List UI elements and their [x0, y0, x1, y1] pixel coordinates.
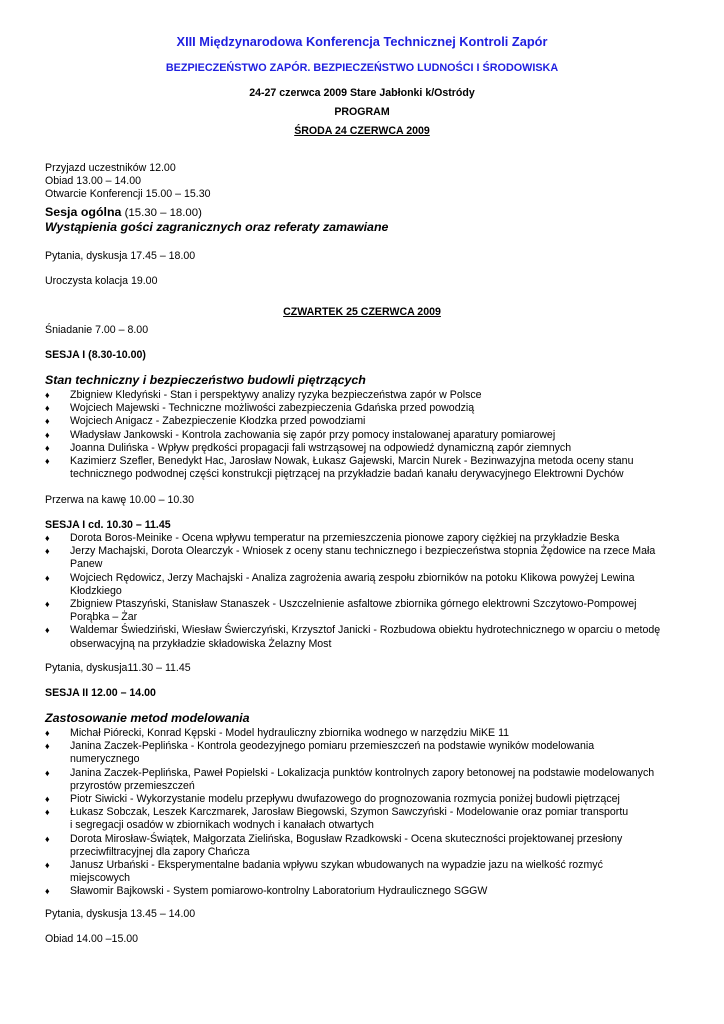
list-item	[45, 767, 695, 793]
bullet-icon: ♦	[45, 403, 50, 414]
list-item-text: Łukasz Sobczak, Leszek Karczmarek, Jarosław Biegowski, Szymon Sawczyński - Modelowanie oraz pomiar transportu	[70, 806, 629, 819]
program-heading: PROGRAM	[334, 106, 390, 118]
session2-topic: Zastosowanie metod modelowania	[45, 711, 250, 725]
coffee-break: Przerwa na kawę 10.00 – 10.30	[45, 494, 194, 506]
questions-wed: Pytania, dyskusja 17.45 – 18.00	[45, 250, 196, 262]
list-item-text: Dorota Mirosław-Świątek, Małgorzata Zielińska, Bogusław Rzadkowski - Ocena skuteczności projektowanej przesłony	[70, 832, 623, 845]
list-item-text: Wojciech Anigacz - Zabezpieczenie Kłodzka przed powodziami	[70, 415, 366, 428]
arrival-text: Przyjazd uczestników 12.00	[45, 162, 176, 174]
bullet-icon: ♦	[45, 429, 50, 440]
opening-text: Otwarcie Konferencji 15.00 – 15.30	[45, 188, 211, 201]
list-item	[45, 429, 695, 442]
list-item	[45, 598, 695, 624]
list-item-text: i segregacji osadów w zbiornikach wodnych i kanałach otwartych	[70, 819, 374, 832]
wed-schedule	[45, 162, 695, 202]
bullet-icon: ♦	[45, 546, 50, 557]
breakfast-text: Śniadanie 7.00 – 8.00	[45, 324, 149, 336]
day2-heading: CZWARTEK 25 CZERWCA 2009	[283, 306, 441, 318]
conference-subtitle: BEZPIECZEŃSTWO ZAPÓR. BEZPIECZEŃSTWO LUDNOŚCI I ŚRODOWISKA	[165, 62, 559, 74]
list-item	[45, 793, 695, 806]
conference-title: XIII Międzynarodowa Konferencja Technicznej Kontroli Zapór	[176, 34, 548, 49]
bullet-icon: ♦	[45, 390, 50, 400]
list-item	[45, 572, 695, 598]
lunch-text: Obiad 13.00 – 14.00	[45, 175, 142, 188]
list-item-text: Michał Piórecki, Konrad Kępski - Model hydrauliczny zbiornika wodnego w narzędziu MiKE 11	[70, 727, 510, 739]
list-item-text: Panew	[70, 558, 103, 571]
list-item-text: Waldemar Świedziński, Wiesław Świerczyński, Krzysztof Janicki - Rozbudowa obiektu hydrotechnicznego w oparciu o metodę	[70, 624, 661, 637]
list-item-text: Sławomir Bajkowski - System pomiarowo-kontrolny Laboratorium Hydraulicznego SGGW	[70, 885, 488, 898]
list-item-text: Porąbka – Żar	[70, 611, 138, 624]
lunch-thu: Obiad 14.00 –15.00	[45, 933, 139, 945]
session-subtitle: Wystąpienia gości zagranicznych oraz referaty zamawiane	[45, 220, 389, 234]
list-item-text: Zbigniew Kledyński - Stan i perspektywy analizy ryzyka bezpieczeństwa zapór w Polsce	[70, 389, 482, 401]
session1-list	[45, 389, 695, 481]
list-item-text: Wojciech Majewski - Techniczne możliwości zabezpieczenia Gdańska przed powodzią	[70, 402, 475, 415]
list-item	[45, 455, 695, 481]
dinner-text: Uroczysta kolacja 19.00	[45, 275, 158, 287]
list-item-text: przeciwfiltracyjnej dla zapory Chańcza	[70, 845, 250, 858]
bullet-icon: ♦	[45, 767, 50, 778]
list-item-text: przyrostów przemieszczeń	[70, 779, 195, 792]
list-item	[45, 545, 695, 571]
session1-title: SESJA I (8.30-10.00)	[45, 349, 146, 361]
list-item-text: Piotr Siwicki - Wykorzystanie modelu przepływu dwufazowego do prognozowania rozmycia poniżej budowli piętrzącej	[70, 793, 620, 806]
list-item-text: Zbigniew Ptaszyński, Stanisław Stanaszek - Uszczelnienie asfaltowe zbiornika górnego elektrowni Szczytowo-Pompowej	[70, 598, 637, 611]
list-item-text: obserwacyjną na przykładzie składowiska Żelazny Most	[70, 637, 332, 650]
list-item	[45, 442, 695, 455]
bullet-icon: ♦	[45, 599, 50, 610]
session1c-title: SESJA I cd. 10.30 – 11.45	[45, 519, 171, 531]
list-item	[45, 389, 695, 402]
session2-title: SESJA II 12.00 – 14.00	[45, 687, 156, 699]
session-time: (15.30 – 18.00)	[121, 207, 202, 219]
bullet-icon: ♦	[45, 794, 50, 805]
bullet-icon: ♦	[45, 807, 50, 818]
list-item-text: Władysław Jankowski - Kontrola zachowania się zapór przy pomocy instalowanej aparatury pomiarowej	[70, 428, 556, 441]
session1-topic: Stan techniczny i bezpieczeństwo budowli piętrzących	[45, 373, 366, 387]
list-item-text: Kazimierz Szefler, Benedykt Hac, Jarosław Nowak, Łukasz Gajewski, Marcin Nurek - Bezinwazyjna metoda oceny stanu	[70, 455, 634, 468]
bullet-icon: ♦	[45, 741, 50, 752]
list-item-text: technicznego podwodnej części konstrukcji piętrzącej na przykładzie badań kanału derywacyjnego Elektrowni Dychów	[70, 468, 624, 481]
list-item	[45, 806, 695, 832]
general-session-heading	[45, 206, 695, 220]
session2-list	[45, 727, 695, 899]
list-item	[45, 740, 695, 766]
list-item-text: Joanna Dulińska - Wpływ prędkości propagacji fali wstrząsowej na odpowiedź dynamiczną zapór ziemnych	[70, 441, 572, 454]
list-item-text: Janina Zaczek-Peplińska - Kontrola geodezyjnego pomiaru przemieszczeń na podstawie wyników modelowania	[70, 740, 595, 753]
bullet-icon: ♦	[45, 442, 50, 453]
bullet-icon: ♦	[45, 416, 50, 427]
bullet-icon: ♦	[45, 728, 50, 738]
session1c-list	[45, 532, 695, 651]
conference-dates: 24-27 czerwca 2009 Stare Jabłonki k/Ostródy	[249, 87, 475, 99]
questions-1: Pytania, dyskusja11.30 – 11.45	[45, 662, 191, 674]
bullet-icon: ♦	[45, 625, 50, 636]
list-item	[45, 727, 695, 740]
list-item	[45, 885, 695, 898]
bullet-icon: ♦	[45, 886, 50, 897]
list-item-text: Jerzy Machajski, Dorota Olearczyk - Wniosek z oceny stanu technicznego i bezpieczeństwa stopnia Żędowice na rzece Mała	[70, 545, 656, 558]
bullet-icon: ♦	[45, 533, 50, 543]
list-item	[45, 402, 695, 415]
list-item-text: Kłodzkiego	[70, 584, 122, 597]
questions-2: Pytania, dyskusja 13.45 – 14.00	[45, 908, 196, 920]
list-item-text: miejscowych	[70, 872, 131, 885]
list-item-text: Wojciech Rędowicz, Jerzy Machajski - Analiza zagrożenia awarią zespołu zbiorników na potoku Klikowa powyżej Lewina	[70, 571, 635, 584]
list-item-text: Dorota Boros-Meinike - Ocena wpływu temperatur na przemieszczenia pionowe zapory ciężkiej na przykładzie Beska	[70, 532, 620, 544]
list-item	[45, 532, 695, 545]
session-name: Sesja ogólna	[45, 205, 122, 219]
bullet-icon: ♦	[45, 456, 50, 467]
list-item	[45, 624, 695, 650]
list-item	[45, 833, 695, 859]
list-item	[45, 415, 695, 428]
list-item-text: numerycznego	[70, 753, 140, 766]
list-item-text: Janusz Urbański - Eksperymentalne badania wpływu szykan wbudowanych na wypadzie jazu na wielkość rozmyć	[70, 859, 603, 872]
day1-heading: ŚRODA 24 CZERWCA 2009	[294, 125, 430, 137]
bullet-icon: ♦	[45, 860, 50, 871]
list-item-text: Janina Zaczek-Peplińska, Paweł Popielski - Lokalizacja punktów kontrolnych zapory betonowej na podstawie modelowanych	[70, 766, 655, 779]
list-item	[45, 859, 695, 885]
bullet-icon: ♦	[45, 833, 50, 844]
bullet-icon: ♦	[45, 572, 50, 583]
